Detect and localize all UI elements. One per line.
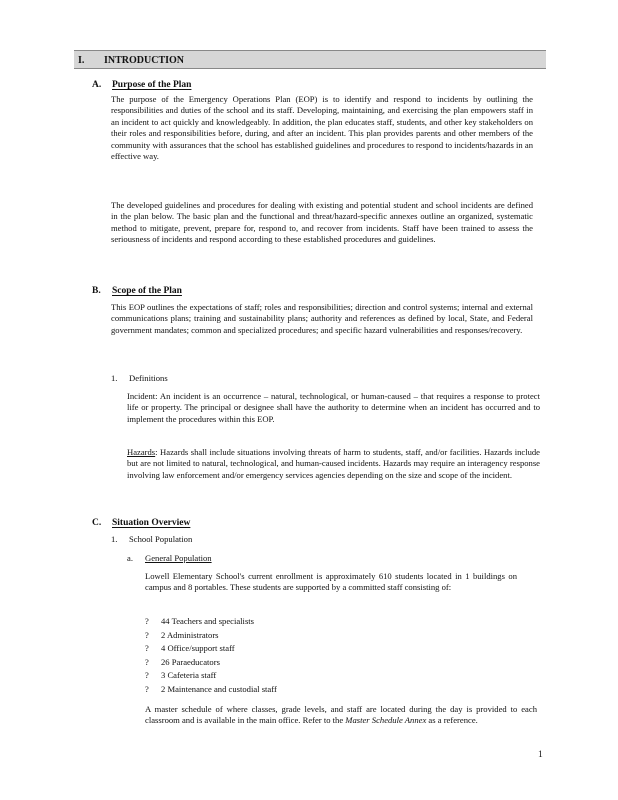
list-item <box>145 657 445 671</box>
schedule-text-end: as a reference. <box>426 715 478 726</box>
heading-letter: C. <box>92 518 102 528</box>
list-item-text: 3 Cafeteria staff <box>161 670 217 681</box>
heading-title: Purpose of the Plan <box>112 80 192 90</box>
population-paragraph: Lowell Elementary School's current enrollment is approximately 610 students located in 1 buildings on campus and 8 portables. These students are supported by a committed staff consisting of: <box>145 571 517 593</box>
heading-title: Scope of the Plan <box>112 286 182 296</box>
purpose-paragraph-2: The developed guidelines and procedures for dealing with existing and potential student and school incidents are defined in the plan below. The basic plan and the functional and threat/hazard-specific annexes outline an organized, systematic method to mitigate, prevent, prepare for, respond to, and recover from incidents. Staff have been trained to assess the seriousness of incidents and respond according to these established procedures and guidelines. <box>111 200 533 245</box>
definition-term: Incident <box>127 391 156 401</box>
list-item-text: 2 Administrators <box>161 629 219 640</box>
bullet-mark: ? <box>145 616 149 626</box>
subheading-number: 1. <box>111 534 118 544</box>
definition-incident <box>127 391 540 425</box>
definition-text: : Hazards shall include situations involving threats of harm to students, staff, and/or facilities. Hazards include but are not limited to natural, technological, and human-caused incidents. Hazards may require an interagency response involving law enforcement and/or emergency services agencies depending on the size and scope of the incident. <box>127 447 540 480</box>
list-item <box>145 630 445 644</box>
bullet-mark: ? <box>145 643 149 654</box>
list-item <box>145 684 445 698</box>
master-schedule-paragraph <box>145 704 537 727</box>
heading-letter: B. <box>92 286 101 296</box>
heading-letter: A. <box>92 80 102 90</box>
section-number: I. <box>78 55 85 66</box>
bullet-mark: ? <box>145 629 149 640</box>
list-item-text: 2 Maintenance and custodial staff <box>161 683 277 694</box>
definition-hazards <box>127 447 540 481</box>
subheading-title: Definitions <box>129 373 168 383</box>
page-number: 1 <box>538 750 543 760</box>
bullet-mark: ? <box>145 656 149 667</box>
purpose-paragraph-1: The purpose of the Emergency Operations Plan (EOP) is to identify and respond to incidents by outlining the responsibilities and duties of the school and its staff. Developing, maintaining, and exercising the plan empowers staff in an incident to act quickly and knowledgeably. In addition, the plan educates staff, students, and other key stakeholders on their roles and responsibilities before, during, and after an incident. This plan provides parents and other members of the community with assurances that the school has established guidelines and procedures to respond to incidents/hazards in an effective way. <box>111 94 533 162</box>
list-item <box>145 643 445 657</box>
schedule-text: A master schedule of where classes, grade levels, and staff are located during the day is provided to each classroom and is available in the main office. Refer to the <box>145 704 537 726</box>
master-schedule-annex-ref: Master Schedule Annex <box>345 715 427 726</box>
subheading-title: General Population <box>145 553 212 563</box>
definition-term: Hazards <box>127 447 156 457</box>
bullet-mark: ? <box>145 670 149 681</box>
list-item-text: 26 Paraeducators <box>161 656 220 667</box>
list-item <box>145 616 445 630</box>
section-title: INTRODUCTION <box>104 55 185 66</box>
heading-title: Situation Overview <box>112 518 191 528</box>
definition-text: : An incident is an occurrence – natural, technological, or human-caused – that requires a response to protect life or property. The principal or designee shall have the authority to determine when an incident has occurred and to implement the procedures within this EOP. <box>127 391 540 424</box>
scope-paragraph: This EOP outlines the expectations of staff; roles and responsibilities; direction and control systems; internal and external communications plans; training and sustainability plans; authority and references as defined by local, State, and Federal government mandates; common and specialized procedures; and specific hazard vulnerabilities and responses/recovery. <box>111 302 533 335</box>
section-heading-bar <box>74 50 546 69</box>
subheading-letter: a. <box>127 553 133 563</box>
list-item-text: 44 Teachers and specialists <box>161 616 255 626</box>
staff-list <box>145 616 445 698</box>
bullet-mark: ? <box>145 683 149 694</box>
subheading-title: School Population <box>129 534 193 544</box>
subheading-number: 1. <box>111 373 118 383</box>
list-item <box>145 670 445 684</box>
list-item-text: 4 Office/support staff <box>161 643 235 654</box>
